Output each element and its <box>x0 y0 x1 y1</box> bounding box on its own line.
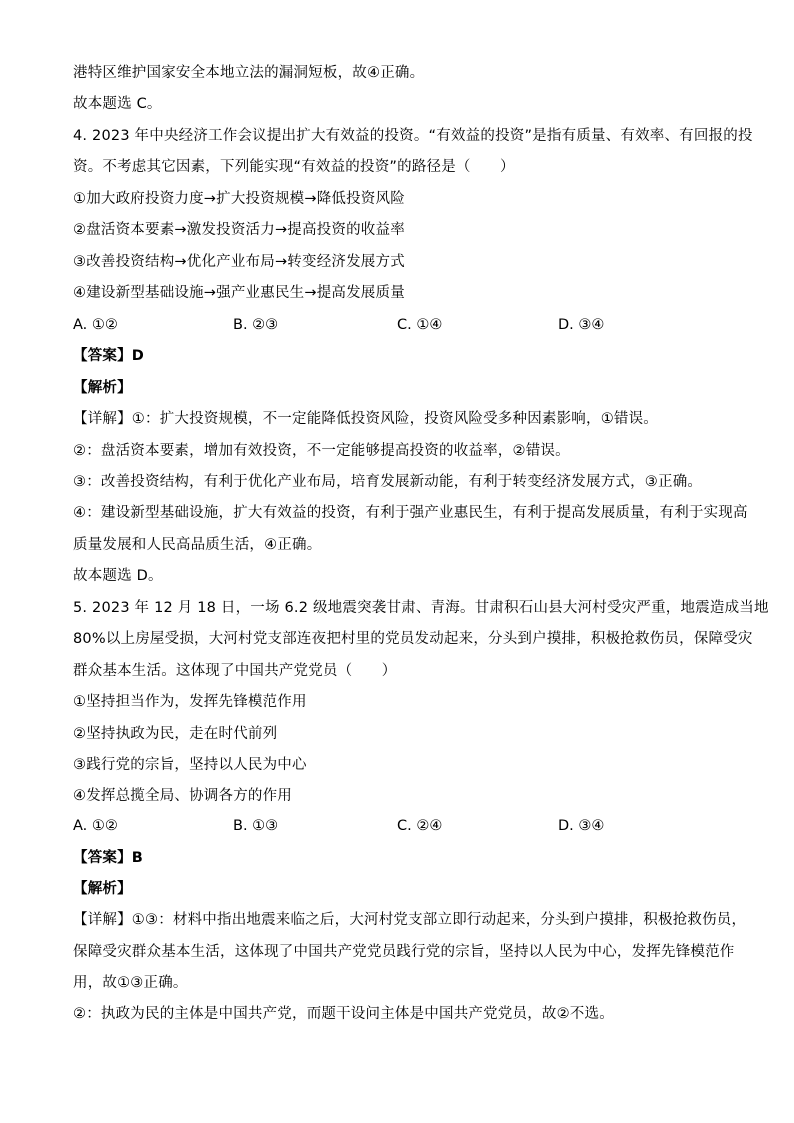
question-5-statement: ②坚持执政为民，走在时代前列 <box>73 726 278 742</box>
question-4-statement: ②盘活资本要素→激发投资活力→提高投资的收益率 <box>73 222 405 238</box>
question-4-answer: 【答案】D <box>73 348 145 364</box>
question-5-statement: ④发挥总揽全局、协调各方的作用 <box>73 788 292 804</box>
question-5-detail: 【详解】①③：材料中指出地震来临之后，大河村党支部立即行动起来，分头到户摸排，积极抢救伤员， <box>73 912 747 928</box>
text-line: 故本题选 C。 <box>73 96 162 112</box>
question-5-stem: 5. 2023 年 12 月 18 日，一场 6.2 级地震突袭甘肃、青海。甘肃积石山县大河村受灾严重，地震造成当地 <box>73 600 769 616</box>
question-4-stem: 资。不考虑其它因素，下列能实现“有效益的投资”的路径是（ ） <box>73 159 515 175</box>
question-5-stem: 80%以上房屋受损，大河村党支部连夜把村里的党员发动起来，分头到户摸排，积极抢救伤员，保障受灾 <box>73 631 753 647</box>
text-line: 港特区维护国家安全本地立法的漏洞短板，故④正确。 <box>73 65 425 81</box>
question-4-detail: ④：建设新型基础设施，扩大有效益的投资，有利于强产业惠民生，有利于提高发展质量，有利于实现高 <box>73 505 748 521</box>
question-5-detail: ②：执政为民的主体是中国共产党，而题干设问主体是中国共产党党员，故②不选。 <box>73 1006 614 1022</box>
question-4-option-c: C. ①④ <box>397 317 443 333</box>
question-4-option-b: B. ②③ <box>233 317 279 333</box>
question-5-detail: 保障受灾群众基本生活，这体现了中国共产党党员践行党的宗旨，坚持以人民为中心，发挥先锋模范作 <box>73 944 735 960</box>
question-4-detail: 质量发展和人民高品质生活，④正确。 <box>73 537 322 553</box>
question-4-stem: 4. 2023 年中央经济工作会议提出扩大有效益的投资。“有效益的投资”是指有质量、有效率、有回报的投 <box>73 128 753 144</box>
question-5-answer: 【答案】B <box>73 850 144 866</box>
question-4-conclusion: 故本题选 D。 <box>73 568 163 584</box>
question-5-option-c: C. ②④ <box>397 818 443 834</box>
question-5-option-a: A. ①② <box>73 818 118 834</box>
question-4-detail: ③：改善投资结构，有利于优化产业布局，培育发展新动能，有利于转变经济发展方式，③正确。 <box>73 474 703 490</box>
question-5-stem: 群众基本生活。这体现了中国共产党党员（ ） <box>73 663 397 679</box>
question-4-statement: ④建设新型基础设施→强产业惠民生→提高发展质量 <box>73 285 405 301</box>
question-5-detail: 用，故①③正确。 <box>73 975 188 991</box>
question-4-analysis-heading: 【解析】 <box>73 380 132 396</box>
question-5-statement: ①坚持担当作为，发挥先锋模范作用 <box>73 694 307 710</box>
question-4-option-d: D. ③④ <box>558 317 605 333</box>
question-5-statement: ③践行党的宗旨，坚持以人民为中心 <box>73 757 307 773</box>
question-4-statement: ③改善投资结构→优化产业布局→转变经济发展方式 <box>73 254 405 270</box>
question-5-option-b: B. ①③ <box>233 818 279 834</box>
question-4-detail: 【详解】①：扩大投资规模，不一定能降低投资风险，投资风险受多种因素影响，①错误。 <box>73 411 658 427</box>
question-4-statement: ①加大政府投资力度→扩大投资规模→降低投资风险 <box>73 191 405 207</box>
question-5-analysis-heading: 【解析】 <box>73 881 132 897</box>
question-4-detail: ②：盘活资本要素，增加有效投资，不一定能够提高投资的收益率，②错误。 <box>73 443 570 459</box>
question-4-option-a: A. ①② <box>73 317 118 333</box>
question-5-option-d: D. ③④ <box>558 818 605 834</box>
